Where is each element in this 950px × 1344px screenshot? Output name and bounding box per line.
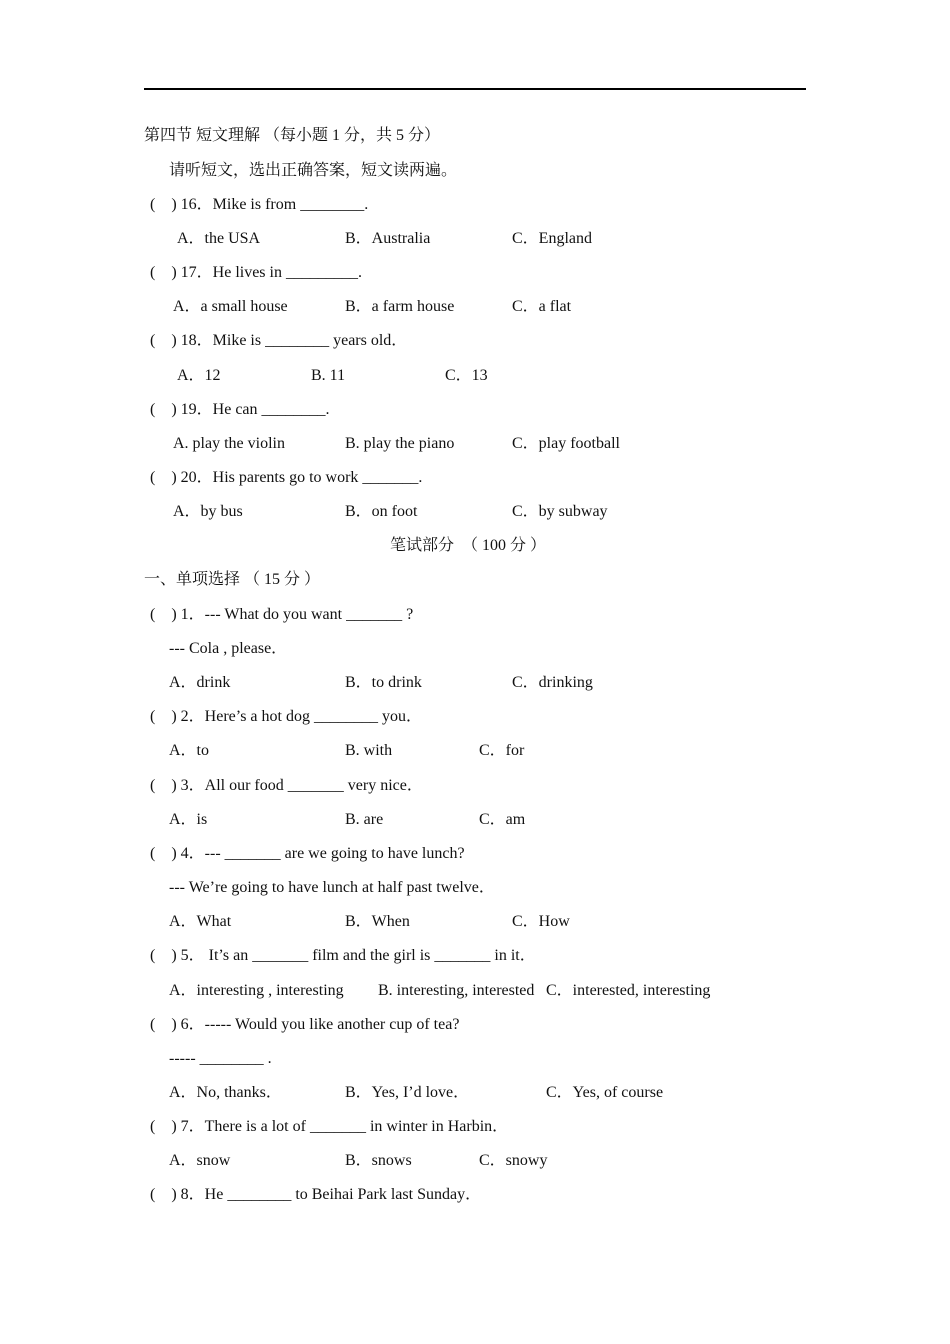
q2-option-a: A．to <box>169 742 210 759</box>
q7-option-b: B．snows <box>345 1152 412 1169</box>
q18-option-b: B. 11 <box>311 367 346 384</box>
q3-option-a: A．is <box>169 811 208 828</box>
q4-option-c: C．How <box>512 913 570 930</box>
question-8-stem: ( ) 8．He ________ to Beihai Park last Sunday． <box>150 1186 482 1203</box>
question-5-stem: ( ) 5． It’s an _______ film and the girl is _______ in it． <box>150 947 536 964</box>
q6-option-c: C．Yes, of course <box>546 1084 664 1101</box>
q16-option-a: A．the USA <box>177 230 261 247</box>
q20-option-b: B．on foot <box>345 503 418 520</box>
q18-option-a: A．12 <box>177 367 221 384</box>
q3-option-c: C．am <box>479 811 526 828</box>
question-19-stem: ( ) 19．He can ________. <box>150 401 330 418</box>
q5-option-a: A．interesting , interesting <box>169 982 344 999</box>
question-6-reply: ----- ________ . <box>169 1050 272 1067</box>
q16-option-b: B．Australia <box>345 230 431 247</box>
q19-option-c: C．play football <box>512 435 620 452</box>
q18-option-c: C．13 <box>445 367 488 384</box>
question-7-stem: ( ) 7．There is a lot of _______ in winter in Harbin． <box>150 1118 509 1135</box>
question-6-stem: ( ) 6．----- Would you like another cup of tea? <box>150 1016 460 1033</box>
question-20-stem: ( ) 20．His parents go to work _______. <box>150 469 423 486</box>
q2-option-c: C．for <box>479 742 525 759</box>
q6-option-b: B．Yes, I’d love． <box>345 1084 470 1101</box>
header-rule <box>144 88 806 90</box>
q4-option-b: B．When <box>345 913 410 930</box>
question-3-stem: ( ) 3．All our food _______ very nice． <box>150 777 423 794</box>
q1-option-c: C．drinking <box>512 674 593 691</box>
question-16-stem: ( ) 16．Mike is from ________. <box>150 196 369 213</box>
q7-option-c: C．snowy <box>479 1152 548 1169</box>
question-1-reply: --- Cola , please． <box>169 640 288 657</box>
q17-option-c: C．a flat <box>512 298 572 315</box>
q1-option-b: B．to drink <box>345 674 422 691</box>
q4-option-a: A．What <box>169 913 232 930</box>
q17-option-a: A．a small house <box>173 298 288 315</box>
q7-option-a: A．snow <box>169 1152 231 1169</box>
q5-option-b: B. interesting, interested <box>378 982 535 999</box>
section4-instruction: 请听短文，选出正确答案，短文读两遍。 <box>169 162 458 179</box>
question-4-reply: --- We’re going to have lunch at half past twelve． <box>169 879 495 896</box>
question-1-stem: ( ) 1．--- What do you want _______ ? <box>150 606 414 623</box>
q20-option-a: A．by bus <box>173 503 243 520</box>
q6-option-a: A．No, thanks． <box>169 1084 282 1101</box>
q20-option-c: C．by subway <box>512 503 608 520</box>
q5-option-c: C．interested, interesting <box>546 982 711 999</box>
q2-option-b: B. with <box>345 742 393 759</box>
part1-title: 一、单项选择 （ 15 分 ） <box>144 571 321 588</box>
section4-title: 第四节 短文理解 （每小题 1 分，共 5 分） <box>144 127 441 144</box>
question-17-stem: ( ) 17．He lives in _________. <box>150 264 362 281</box>
q19-option-a: A. play the violin <box>173 435 285 452</box>
question-2-stem: ( ) 2．Here’s a hot dog ________ you． <box>150 708 422 725</box>
q19-option-b: B. play the piano <box>345 435 455 452</box>
question-18-stem: ( ) 18．Mike is ________ years old． <box>150 332 408 349</box>
written-heading: 笔试部分 （ 100 分 ） <box>390 537 547 554</box>
q3-option-b: B. are <box>345 811 384 828</box>
q16-option-c: C．England <box>512 230 592 247</box>
q17-option-b: B．a farm house <box>345 298 455 315</box>
q1-option-a: A．drink <box>169 674 231 691</box>
question-4-stem: ( ) 4．--- _______ are we going to have lunch? <box>150 845 465 862</box>
